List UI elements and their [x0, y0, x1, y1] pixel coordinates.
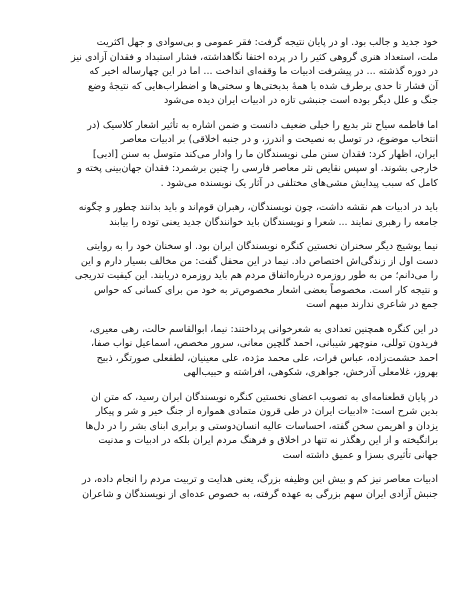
- paragraph-5: در این کنگره همچنین تعدادی به شعرخوانی پرداختند: نیما، ابوالقاسم حالت، رهی معیری، فریدون توللی، منوچهر شیبانی، احمد گلچین معانی، سرور مخصص، اسماعیل نواب صفا، احمد حشمت‌زاده، عباس فرات، علی محمد مژده، علی معینیان، لطفعلی صورتگر، ذبیح بهروز، غلامعلی آذرخش، جواهری، شکوهی، افراشته و حبیب‌الهی: [89, 323, 438, 378]
- document-body: [28, 36, 438, 512]
- paragraph-7: ادبیات معاصر نیز کم و بیش این وظیفه بزرگ، یعنی هدایت و تربیت مردم را انجام داده، در جنبش آزادی ایران سهم بزرگی به عهده گرفته، به خصوص عده‌ای از نویسندگان و شاعران: [82, 474, 438, 500]
- paragraph-4: نیما یوشیج دیگر سخنران نخستین کنگره نویسندگان ایران بود. او سخنان خود را به روایتی دست اول از زندگی‌اش اختصاص داد. نیما در این محفل گفت: من مخالف بسیار دارم و این را می‌دانم؛ من به طور روزمره درباره‌اتفاق مردم هم باید روزمره دریابند. این کیفیت تدریجی و نتیجه کار است. مخصوصاً بعضی اشعار مخصوص‌تر به خود من برای کسانی که حواس جمع در شاعری ندارند مبهم است: [74, 241, 438, 310]
- paragraph-6: در پایان قطعنامه‌ای به تصویب اعضای نخستین کنگره نویسندگان ایران رسید، که متن ان بدین شرح است: «ادبیات ایران در طی قرون متمادی همواره از جنگ خیر و شر و پیکار یزدان و اهریمن سخن گفته، احساسات عالیه انسان‌دوستی و برابری ابنای بشر را در دل‌ها برانگیخته و از این رهگذر نه تنها در اخلاق و فرهنگ مردم ایران بلکه در ادبیات و مدنیت جهانی تأثیری بسزا و عمیق داشته است: [85, 391, 438, 461]
- paragraph-2: اما فاطمه سیاح نثر بدیع را خیلی ضعیف دانست و ضمن اشاره به تأثیر اشعار کلاسیک (در انتخاب موضوع، در توسل به نصیحت و اندرز، و در جنبه اخلاقی) بر ادبیات معاصر ایران، اظهار کرد: فقدان سنن ملی نویسندگان ما را وادار می‌کند متوسل به سنن [ادبی] خارجی بشوند. او سپس نقایص نثر معاصر فارسی را چنین برشمرد: فقدان جهان‌بینی پخته و کامل که سبب پیدایش مشی‌های مختلفی در آثار یک نویسنده می‌شود .: [77, 119, 438, 189]
- paragraph-1: خود جدید و جالب بود. او در پایان نتیجه گرفت: فقر عمومی و بی‌سوادی و جهل اکثریت ملت، استعداد هنری گروهی کثیر را در پرده اختفا نگاهداشته، فشار استبداد و فقدان آزادی نیز در دوره گذشته ... در پیشرفت ادبیات ما وقفه‌ای انداخت ... اما در این چهارساله اخیر که آن فشار تا حدی برطرف شده با همهٔ بدبختی‌ها و سختی‌ها و اضطراب‌هایی که نتیجهٔ وضع جنگ و علل دیگر بوده است جنبشی تازه در ادبیات ایران دیده می‌شود: [71, 37, 438, 106]
- paragraph-3: باید در ادبیات هم نقشه داشت، چون نویسندگان، رهبران قوم‌اند و باید بدانند چطور و چگونه جامعه را رهبری نمایند ... شعرا و نویسندگان باید خوانندگان جدید یعنی توده را بیابند: [78, 202, 438, 228]
